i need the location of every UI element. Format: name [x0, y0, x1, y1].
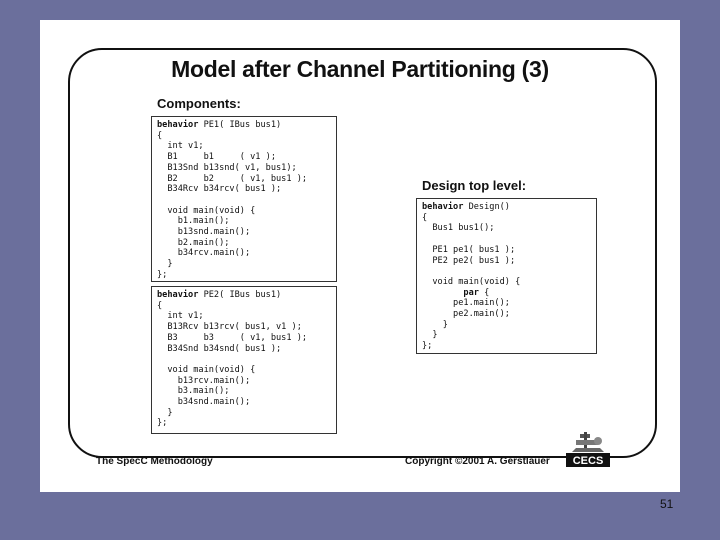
footer-copyright: Copyright ©2001 A. Gerstlauer: [405, 456, 550, 467]
code-line: B1 b1 ( v1 );: [157, 152, 276, 163]
code-line: pe1.main();: [422, 298, 510, 309]
code-line: Bus1 bus1();: [422, 223, 495, 234]
code-line: [157, 195, 331, 206]
code-line: B34Rcv b34rcv( bus1 );: [157, 184, 282, 195]
code-line: {: [157, 130, 163, 141]
code-line: behavior PE1( IBus bus1): [157, 120, 282, 130]
code-line: behavior PE2( IBus bus1): [157, 290, 282, 300]
code-line: int v1;: [157, 141, 204, 152]
code-line: B3 b3 ( v1, bus1 );: [157, 332, 308, 343]
code-line: void main(void) {: [422, 276, 521, 287]
code-line: PE2 pe2( bus1 );: [422, 255, 516, 266]
code-line: b34snd.main();: [157, 397, 251, 408]
code-line: b1.main();: [157, 216, 230, 227]
code-keyword: behavior: [157, 290, 204, 300]
code-line: b13snd.main();: [157, 227, 251, 238]
code-line: par {: [463, 287, 490, 298]
code-line: }: [422, 330, 438, 341]
code-line: void main(void) {: [157, 205, 256, 216]
code-keyword: behavior: [157, 120, 204, 130]
code-line: behavior Design(): [422, 202, 510, 212]
code-line: [422, 234, 591, 245]
code-line: b13rcv.main();: [157, 375, 251, 386]
footer-methodology: The SpecC Methodology: [96, 456, 213, 467]
code-keyword: par: [463, 287, 479, 298]
pe2-code-block: [151, 286, 337, 434]
slide-title: Model after Channel Partitioning (3): [171, 56, 549, 82]
code-line: B13Rcv b13rcv( bus1, v1 );: [157, 322, 302, 333]
code-line: B2 b2 ( v1, bus1 );: [157, 173, 308, 184]
code-line: {: [157, 300, 163, 311]
pe1-code-block: [151, 116, 337, 282]
code-line: b3.main();: [157, 386, 230, 397]
code-line: };: [157, 418, 168, 429]
code-line: }: [157, 259, 173, 270]
cecs-logo: [564, 430, 612, 470]
code-line: {: [422, 212, 428, 223]
code-line: PE1 pe1( bus1 );: [422, 244, 516, 255]
code-line: };: [422, 341, 433, 352]
code-keyword: behavior: [422, 202, 469, 212]
code-line: }: [422, 319, 448, 330]
code-line: int v1;: [157, 311, 204, 322]
logo-text: CECS: [572, 455, 604, 467]
components-label: Components:: [157, 96, 241, 111]
page-number: 51: [660, 497, 674, 511]
code-line: B34Snd b34snd( bus1 );: [157, 343, 282, 354]
code-line: b34rcv.main();: [157, 248, 251, 259]
design-top-level-label: Design top level:: [422, 178, 527, 193]
design-code-block: [416, 198, 597, 354]
code-line: };: [157, 269, 168, 280]
code-line: b2.main();: [157, 237, 230, 248]
code-line: [422, 266, 591, 277]
slide: [40, 20, 680, 492]
code-line: void main(void) {: [157, 364, 256, 375]
code-line: pe2.main();: [422, 309, 510, 320]
code-line: B13Snd b13snd( v1, bus1);: [157, 162, 297, 173]
code-line: [157, 354, 331, 365]
code-line: }: [157, 407, 173, 418]
